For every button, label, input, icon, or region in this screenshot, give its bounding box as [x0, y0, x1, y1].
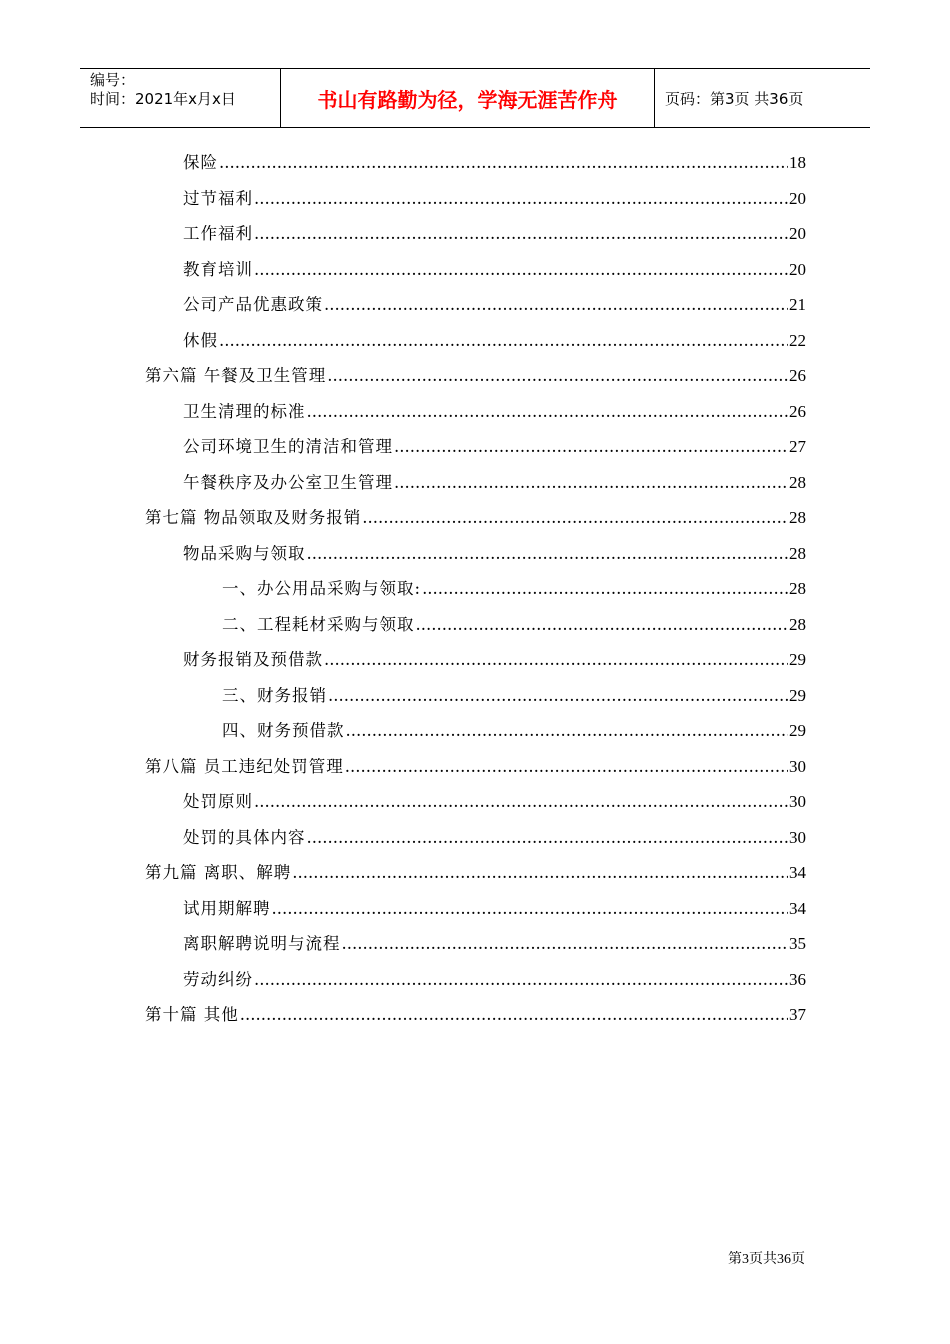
toc-entry-title: 保险: [183, 153, 218, 172]
toc-entry-title: 第八篇 员工违纪处罚管理: [145, 756, 344, 776]
toc-entry-page: 29: [789, 650, 806, 669]
toc-entry[interactable]: [145, 504, 806, 540]
toc-leader-dots: [324, 295, 788, 314]
toc-entry-page: 34: [789, 898, 806, 918]
toc-leader-dots: [394, 437, 788, 456]
toc-leader-dots: [328, 686, 788, 705]
toc-entry-page: 30: [789, 827, 806, 847]
toc-entry[interactable]: [183, 256, 806, 292]
toc-leader-dots: [254, 224, 788, 243]
toc-entry-title: 物品采购与领取: [183, 543, 306, 563]
toc-entry[interactable]: [183, 966, 806, 1002]
toc-entry-page: 20: [789, 224, 806, 243]
toc-entry-title: 午餐秩序及办公室卫生管理: [183, 472, 393, 492]
toc-entry-title: 三、财务报销: [222, 685, 327, 705]
toc-entry[interactable]: [183, 540, 806, 576]
toc-leader-dots: [346, 721, 789, 740]
toc-entry-page: 20: [789, 259, 806, 279]
toc-leader-dots: [327, 366, 788, 385]
toc-entry-page: 35: [789, 934, 806, 953]
time-label: 时间：2021年x月x日: [90, 90, 236, 108]
toc-leader-dots: [394, 473, 788, 492]
toc-entry-title: 公司产品优惠政策: [183, 295, 323, 314]
toc-entry-title: 教育培训: [183, 259, 253, 279]
toc-entry-page: 21: [789, 295, 806, 314]
toc-leader-dots: [219, 331, 788, 350]
header-meta: [80, 69, 281, 127]
toc-leader-dots: [254, 970, 788, 989]
toc-entry-page: 26: [789, 401, 806, 421]
toc-leader-dots: [422, 579, 788, 598]
toc-leader-dots: [240, 1005, 788, 1024]
toc-entry[interactable]: [222, 611, 806, 647]
toc-entry[interactable]: [183, 220, 806, 256]
toc-entry-page: 29: [789, 721, 806, 740]
toc-entry[interactable]: [183, 398, 806, 434]
toc-entry[interactable]: [183, 149, 806, 185]
toc-entry[interactable]: [183, 291, 806, 327]
toc-entry-page: 28: [789, 579, 806, 598]
toc-entry-title: 一、办公用品采购与领取:: [222, 579, 422, 598]
toc-entry-title: 处罚原则: [183, 792, 253, 811]
toc-entry-title: 第六篇 午餐及卫生管理: [145, 366, 327, 385]
toc-entry[interactable]: [145, 362, 806, 398]
toc-entry[interactable]: [183, 469, 806, 505]
toc-entry-page: 37: [789, 1005, 806, 1024]
toc-leader-dots: [342, 934, 789, 953]
page-header: [80, 68, 870, 128]
toc-entry-title: 休假: [183, 330, 218, 350]
toc-entry-page: 28: [789, 472, 806, 492]
toc-entry-title: 公司环境卫生的清洁和管理: [183, 437, 393, 456]
toc-entry-page: 28: [789, 508, 806, 527]
toc-leader-dots: [416, 615, 789, 634]
toc-entry-title: 离职解聘说明与流程: [183, 934, 341, 953]
toc-entry-title: 二、工程耗材采购与领取: [222, 614, 415, 634]
toc-leader-dots: [307, 544, 789, 563]
toc-entry-page: 22: [789, 330, 806, 350]
toc-entry-title: 劳动纠纷: [183, 969, 253, 989]
toc-entry[interactable]: [222, 575, 806, 611]
toc-entry[interactable]: [183, 930, 806, 966]
toc-entry[interactable]: [145, 1001, 806, 1037]
toc-entry[interactable]: [145, 859, 806, 895]
toc-entry-page: 28: [789, 543, 806, 563]
toc-entry[interactable]: [183, 824, 806, 860]
toc-entry-page: 26: [789, 366, 806, 385]
toc-entry-title: 卫生清理的标准: [183, 401, 306, 421]
toc-entry-page: 28: [789, 614, 806, 634]
toc-entry-title: 四、财务预借款: [222, 721, 345, 740]
toc-leader-dots: [254, 189, 788, 208]
toc-entry-page: 29: [789, 685, 806, 705]
toc-entry-title: 第九篇 离职、解聘: [145, 863, 292, 882]
toc-entry-page: 30: [789, 756, 806, 776]
toc-leader-dots: [345, 757, 788, 776]
toc-entry-title: 工作福利: [183, 224, 253, 243]
toc-leader-dots: [307, 402, 789, 421]
toc-leader-dots: [324, 650, 788, 669]
toc-entry-title: 过节福利: [183, 188, 253, 208]
toc-entry-title: 第十篇 其他: [145, 1005, 239, 1024]
toc-entry-page: 30: [789, 792, 806, 811]
toc-entry-page: 27: [789, 437, 806, 456]
toc-entry[interactable]: [222, 717, 806, 753]
toc-entry[interactable]: [183, 433, 806, 469]
toc-entry-title: 财务报销及预借款: [183, 650, 323, 669]
toc-entry-page: 18: [789, 153, 806, 172]
toc-leader-dots: [362, 508, 788, 527]
toc-leader-dots: [254, 260, 788, 279]
toc-entry-title: 第七篇 物品领取及财务报销: [145, 508, 362, 527]
toc-leader-dots: [272, 899, 789, 918]
toc-entry-title: 处罚的具体内容: [183, 827, 306, 847]
toc-leader-dots: [307, 828, 789, 847]
toc-entry-page: 34: [789, 863, 806, 882]
toc-entry[interactable]: [183, 185, 806, 221]
toc-entry[interactable]: [145, 753, 806, 789]
number-label: 编号：: [90, 71, 136, 89]
toc-entry-page: 36: [789, 969, 806, 989]
toc-leader-dots: [219, 153, 788, 172]
toc-leader-dots: [254, 792, 788, 811]
toc-entry[interactable]: [183, 788, 806, 824]
toc-entry[interactable]: [183, 327, 806, 363]
toc-entry[interactable]: [183, 895, 806, 931]
toc-entry[interactable]: [222, 682, 806, 718]
toc-entry-title: 试用期解聘: [183, 898, 271, 918]
header-page-label: 页码：第3页 共36页: [665, 89, 804, 108]
toc-leader-dots: [292, 863, 788, 882]
toc-entry-page: 20: [789, 188, 806, 208]
header-motto: 书山有路勤为径，学海无涯苦作舟: [281, 69, 655, 127]
toc-entry[interactable]: [183, 646, 806, 682]
footer-page-number: 第3页共36页: [728, 1252, 805, 1267]
